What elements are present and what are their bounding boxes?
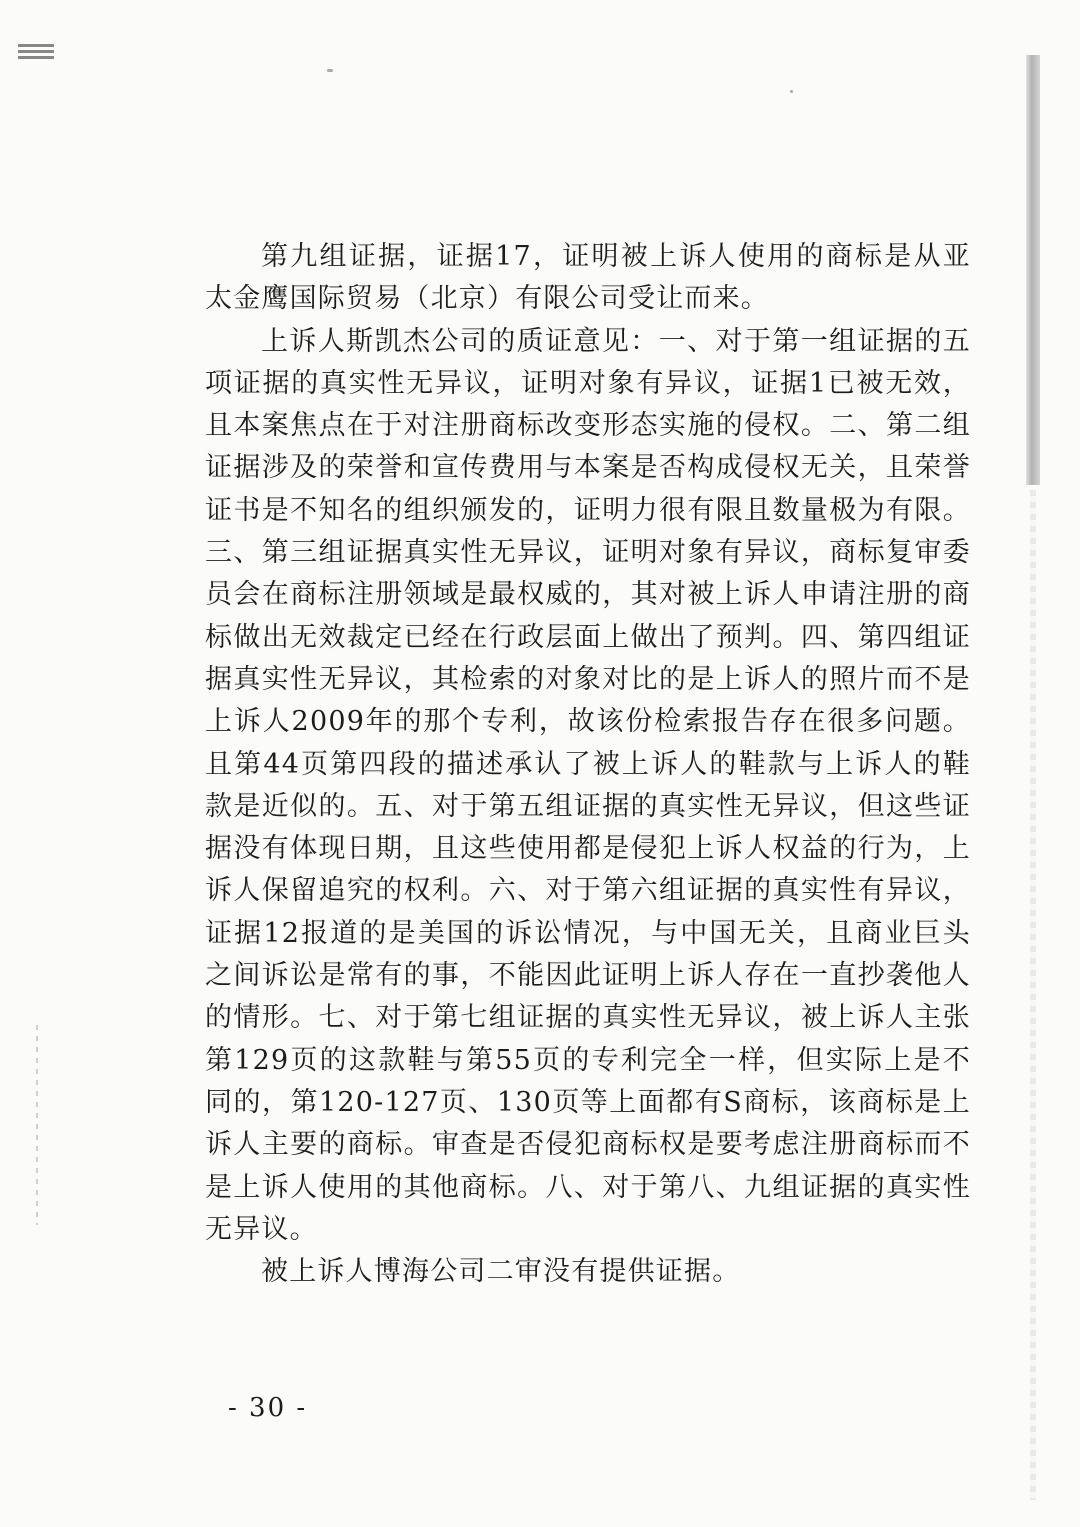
page-number: - 30 -	[228, 1393, 308, 1423]
paragraph: 被上诉人博海公司二审没有提供证据。	[261, 1256, 741, 1288]
body-text	[205, 236, 971, 1293]
scan-edge	[1030, 490, 1036, 1500]
scan-dot	[790, 90, 793, 93]
scan-dot	[327, 69, 333, 72]
scan-mark	[18, 44, 54, 66]
scan-edge	[1026, 55, 1040, 485]
scan-edge	[36, 1025, 38, 1225]
paragraph: 上诉人斯凯杰公司的质证意见：一、对于第一组证据的五项证据的真实性无异议，证明对象有异议，证据1已被无效，且本案焦点在于对注册商标改变形态实施的侵权。二、第二组证据涉及的荣誉和宣传费用与本案是否构成侵权无关，且荣誉证书是不知名的组织颁发的，证明力很有限且数量极为有限。三、第三组证据真实性无异议，证明对象有异议，商标复审委员会在商标注册领域是最权威的，其对被上诉人申请注册的商标做出无效裁定已经在行政层面上做出了预判。四、第四组证据真实性无异议，其检索的对象对比的是上诉人的照片而不是上诉人2009年的那个专利，故该份检索报告存在很多问题。且第44页第四段的描述承认了被上诉人的鞋款与上诉人的鞋款是近似的。五、对于第五组证据的真实性无异议，但这些证据没有体现日期，且这些使用都是侵犯上诉人权益的行为，上诉人保留追究的权利。六、对于第六组证据的真实性有异议，证据12报道的是美国的诉讼情况，与中国无关，且商业巨头之间诉讼是常有的事，不能因此证明上诉人存在一直抄袭他人的情形。七、对于第七组证据的真实性无异议，被上诉人主张第129页的这款鞋与第55页的专利完全一样，但实际上是不同的，第120-127页、130页等上面都有S商标，该商标是上诉人主要的商标。审查是否侵犯商标权是要考虑注册商标而不是上诉人使用的其他商标。八、对于第八、九组证据的真实性无异议。	[205, 325, 971, 1245]
paragraph: 第九组证据，证据17，证明被上诉人使用的商标是从亚太金鹰国际贸易（北京）有限公司受让而来。	[205, 241, 971, 315]
